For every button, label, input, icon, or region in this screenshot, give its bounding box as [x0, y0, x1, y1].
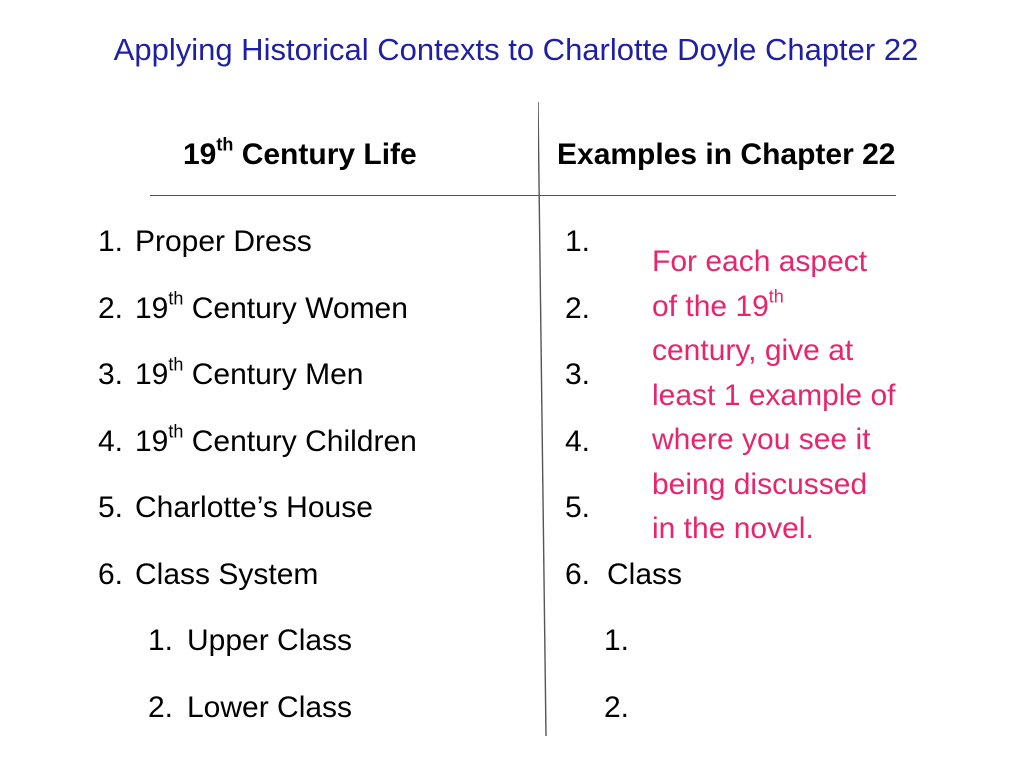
right-sub-item [604, 621, 664, 661]
left-sub-item [148, 688, 518, 728]
note-line: where you see it [652, 423, 871, 456]
item-text: 19th Century Men [135, 354, 364, 391]
item-text: 19th Century Children [135, 421, 417, 458]
item-text: Proper Dress [135, 225, 312, 258]
left-list-item [98, 222, 518, 262]
item-number: 6. [98, 558, 124, 591]
item-number: 3. [98, 358, 124, 391]
left-header-sup: th [216, 134, 234, 155]
item-text: Charlotte’s House [135, 491, 373, 524]
right-column-header: Examples in Chapter 22 [557, 138, 896, 171]
item-number: 1. [604, 624, 630, 657]
left-list-item [98, 289, 518, 329]
right-list-item [565, 355, 645, 395]
note-line: For each aspect [652, 245, 868, 278]
left-list-item [98, 422, 518, 462]
item-text: Class System [135, 558, 319, 591]
item-number: 6. [565, 558, 591, 591]
item-number: 4. [565, 425, 591, 458]
note-line: in the novel. [652, 512, 814, 545]
left-header-prefix: 19 [183, 138, 217, 171]
left-sub-item [148, 621, 518, 661]
left-list-item [98, 355, 518, 395]
item-number: 5. [565, 491, 591, 524]
left-list-item [98, 555, 518, 595]
item-number: 5. [98, 491, 124, 524]
item-text: Class [607, 558, 683, 591]
column-divider-horizontal [150, 195, 896, 196]
item-number: 1. [148, 624, 174, 657]
left-header-suffix: Century Life [233, 138, 417, 171]
column-divider-vertical [538, 102, 548, 736]
item-text: Lower Class [187, 691, 353, 724]
item-number: 3. [565, 358, 591, 391]
note-line: of the 19th [652, 286, 784, 323]
note-line: being discussed [652, 467, 868, 501]
item-number: 4. [98, 425, 124, 458]
item-number: 2. [148, 691, 174, 724]
right-list-item [565, 555, 765, 595]
item-number: 1. [565, 225, 591, 258]
right-sub-item [604, 688, 664, 728]
item-number: 2. [565, 292, 591, 325]
right-list-item [565, 222, 645, 262]
note-line: century, give at [652, 334, 854, 367]
right-list-item [565, 289, 645, 329]
item-number: 1. [98, 225, 124, 258]
left-list-item [98, 488, 518, 528]
right-list-item [565, 422, 645, 462]
slide-title: Applying Historical Contexts to Charlotte Doyle Chapter 22 [113, 32, 919, 67]
left-column-header [183, 134, 417, 172]
note-line: least 1 example of [652, 378, 896, 412]
item-text: Upper Class [187, 624, 353, 657]
item-number: 2. [604, 691, 630, 724]
item-text: 19th Century Women [135, 288, 408, 325]
right-list-item [565, 488, 645, 528]
item-number: 2. [98, 292, 124, 325]
instruction-note [652, 240, 972, 552]
